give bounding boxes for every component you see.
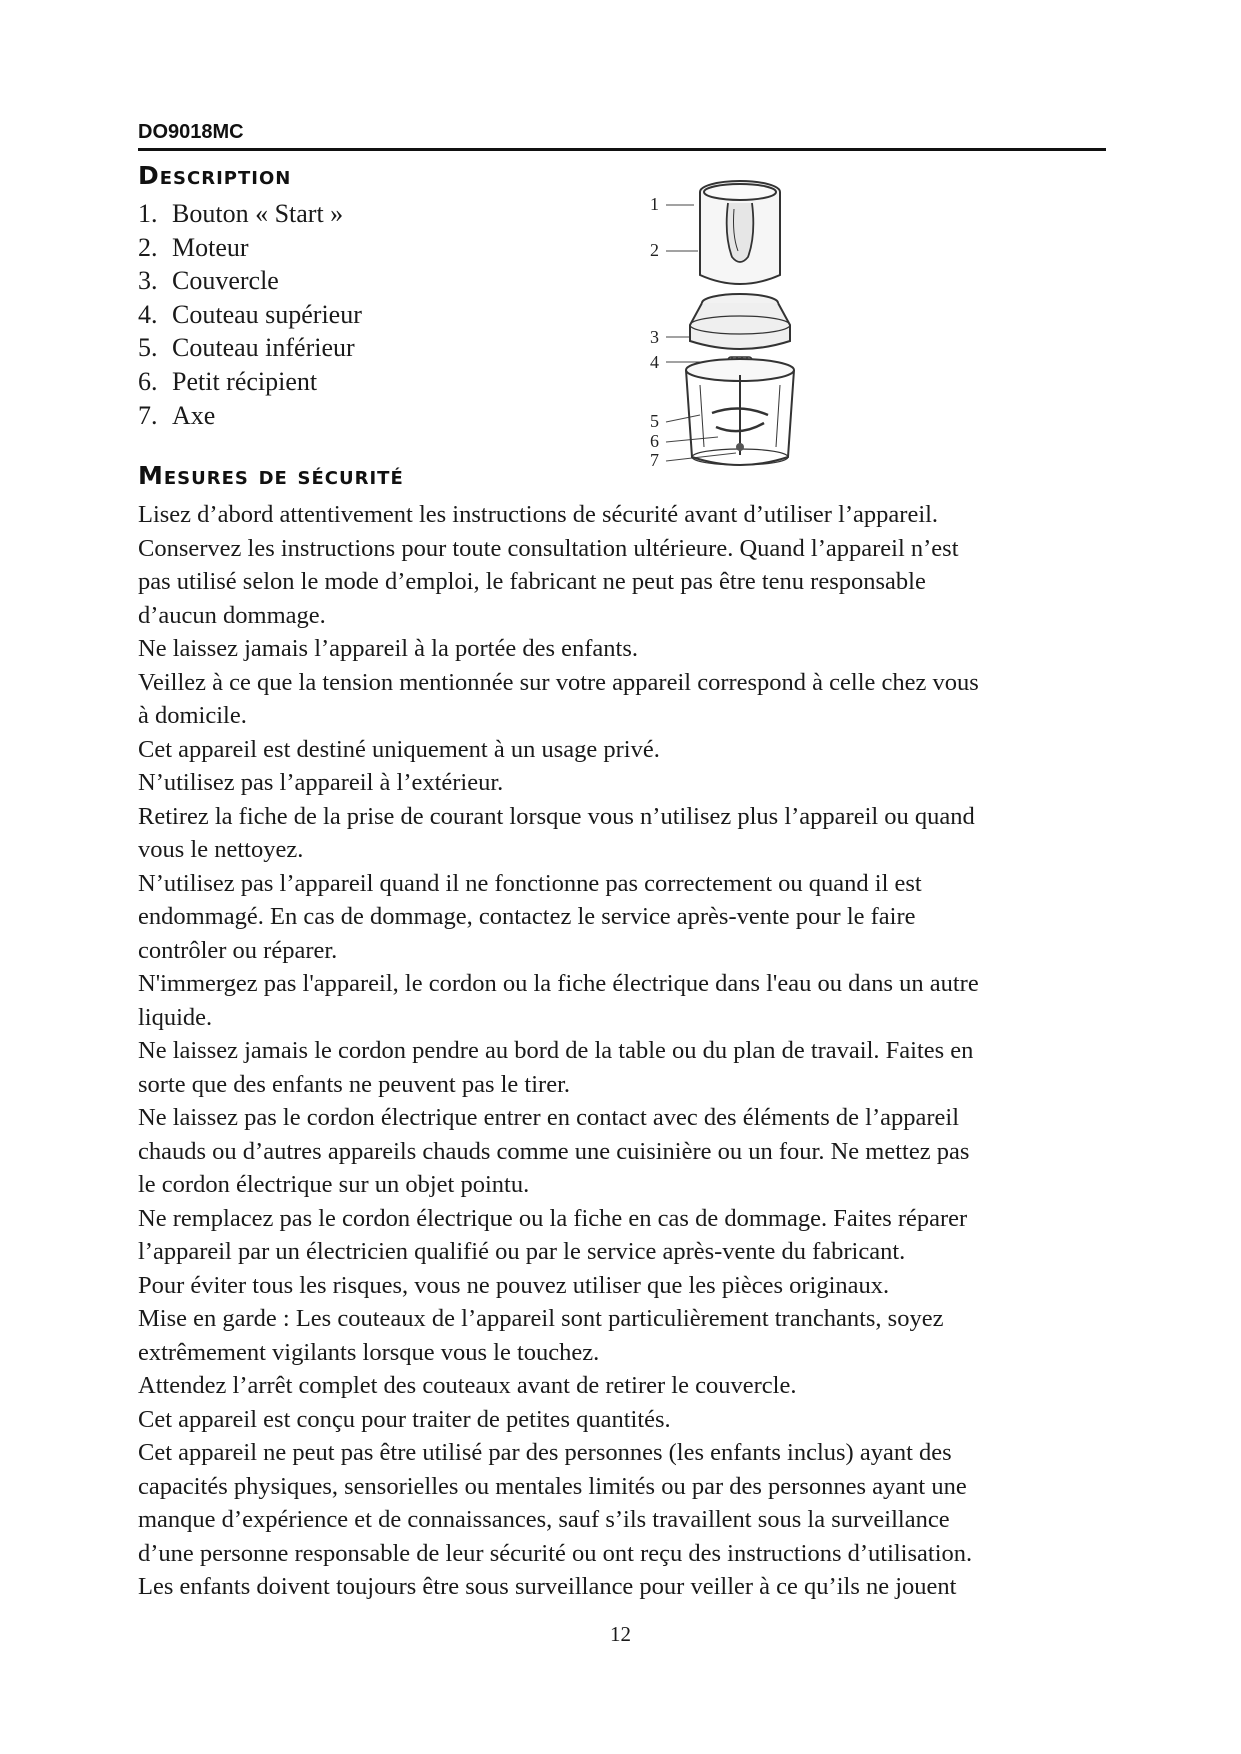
text-line: le cordon électrique sur un objet pointu. [138, 1171, 530, 1198]
text-line: contrôler ou réparer. [138, 936, 338, 964]
text-line: à domicile. [138, 702, 247, 729]
text-line: Cet appareil ne peut pas être utilisé par des personnes (les enfants inclus) ayant des [138, 1439, 952, 1466]
text-line: d’aucun dommage. [138, 601, 326, 629]
callout-3: 3 [650, 327, 659, 347]
text-line: l’appareil par un électricien qualifié ou par le service après-vente du fabricant. [138, 1238, 906, 1265]
lid [690, 294, 790, 349]
text-line: Ne laissez jamais l’appareil à la portée des enfants. [138, 635, 638, 662]
text-line: Ne laissez pas le cordon électrique entrer en contact avec des éléments de l’appareil [138, 1104, 960, 1131]
callout-6: 6 [650, 431, 659, 451]
text-line: N’utilisez pas l’appareil quand il ne fonctionne pas correctement ou quand il est [138, 869, 922, 897]
list-item: 3. Couvercle [138, 266, 279, 296]
safety-text [138, 498, 1118, 1604]
text-line: Cet appareil est conçu pour traiter de petites quantités. [138, 1405, 671, 1433]
model-number: DO9018MC [138, 121, 244, 143]
text-line: extrêmement vigilants lorsque vous le touchez. [138, 1338, 600, 1366]
text-line: Les enfants doivent toujours être sous surveillance pour veiller à ce qu’ils ne jouent [138, 1573, 957, 1600]
text-line: Retirez la fiche de la prise de courant lorsque vous n’utilisez plus l’appareil ou quand [138, 802, 975, 830]
motor-unit [700, 181, 780, 284]
text-line: chauds ou d’autres appareils chauds comme une cuisinière ou un four. Ne mettez pas [138, 1137, 970, 1165]
text-line: liquide. [138, 1003, 213, 1031]
header-rule [138, 148, 1106, 151]
text-line: Cet appareil est destiné uniquement à un usage privé. [138, 735, 660, 763]
list-item: 4. Couteau supérieur [138, 299, 362, 329]
text-line: Attendez l’arrêt complet des couteaux avant de retirer le couvercle. [138, 1372, 797, 1399]
callout-1: 1 [650, 194, 659, 214]
list-item: 5. Couteau inférieur [138, 333, 355, 363]
text-line: Ne remplacez pas le cordon électrique ou la fiche en cas de dommage. Faites réparer [138, 1204, 968, 1232]
text-line: Veillez à ce que la tension mentionnée sur votre appareil correspond à celle chez vous [138, 668, 979, 696]
text-line: N’utilisez pas l’appareil à l’extérieur. [138, 769, 504, 796]
chopper-diagram [640, 165, 1120, 485]
text-line: pas utilisé selon le mode d’emploi, le fabricant ne peut pas être tenu responsable [138, 568, 926, 595]
list-item: 6. Petit récipient [138, 366, 318, 396]
list-item: 2. Moteur [138, 232, 249, 262]
text-line: d’une personne responsable de leur sécurité ou ont reçu des instructions d’utilisation. [138, 1539, 973, 1567]
safety-heading: Mesures de sécurité [138, 461, 404, 490]
description-heading: Description [138, 161, 292, 190]
text-line: N'immergez pas l'appareil, le cordon ou la fiche électrique dans l'eau ou dans un autre [138, 970, 979, 997]
callout-5: 5 [650, 411, 659, 431]
text-line: Mise en garde : Les couteaux de l’appareil sont particulièrement tranchants, soyez [138, 1305, 944, 1332]
text-line: sorte que des enfants ne peuvent pas le tirer. [138, 1070, 571, 1098]
bowl [686, 359, 794, 465]
text-line: capacités physiques, sensorielles ou mentales limités ou par des personnes ayant une [138, 1472, 967, 1500]
page-number: 12 [610, 1622, 631, 1646]
callout-7: 7 [650, 450, 659, 470]
text-line: Pour éviter tous les risques, vous ne pouvez utiliser que les pièces originaux. [138, 1271, 890, 1299]
text-line: Lisez d’abord attentivement les instructions de sécurité avant d’utiliser l’appareil. [138, 501, 939, 528]
list-item: 7. Axe [138, 400, 216, 430]
callout-2: 2 [650, 240, 659, 260]
callout-4: 4 [650, 352, 659, 372]
text-line: vous le nettoyez. [138, 836, 304, 863]
text-line: Conservez les instructions pour toute consultation ultérieure. Quand l’appareil n’est [138, 534, 959, 562]
text-line: manque d’expérience et de connaissances, sauf s’ils travaillent sous la surveillance [138, 1506, 950, 1533]
text-line: Ne laissez jamais le cordon pendre au bord de la table ou du plan de travail. Faites en [138, 1037, 974, 1064]
text-line: endommagé. En cas de dommage, contactez le service après-vente pour le faire [138, 903, 916, 930]
parts-list [138, 197, 362, 432]
list-item: 1. Bouton « Start » [138, 199, 344, 228]
